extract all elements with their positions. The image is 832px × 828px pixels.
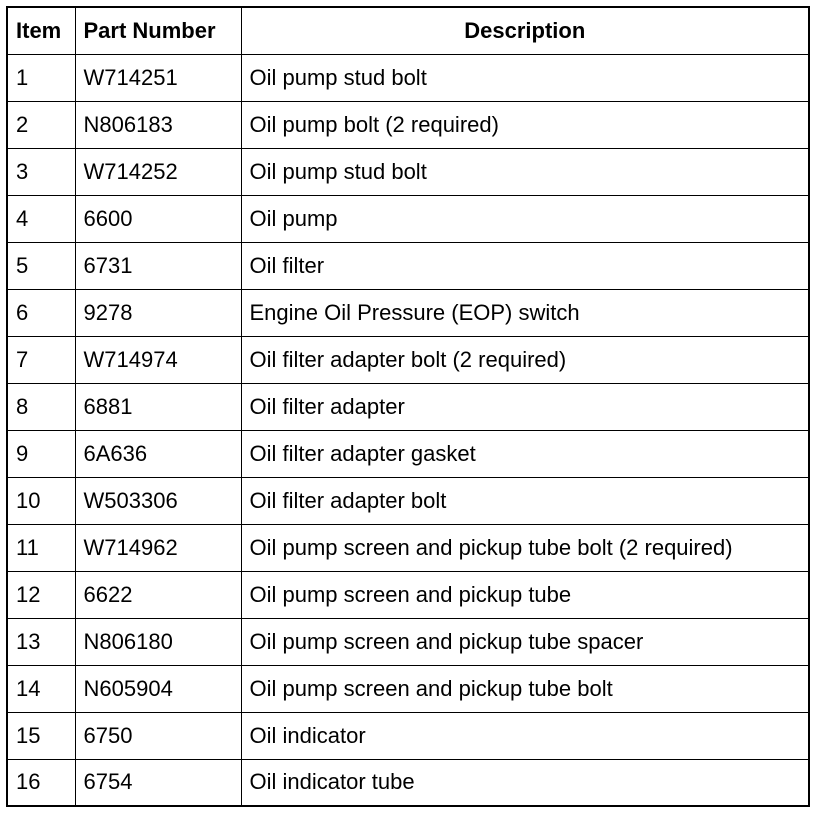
table-row: [7, 242, 809, 289]
table-row: [7, 430, 809, 477]
cell-description: Oil filter: [241, 242, 809, 289]
cell-description: Oil pump screen and pickup tube bolt: [241, 665, 809, 712]
table-row: [7, 571, 809, 618]
table-row: [7, 665, 809, 712]
table-row: [7, 195, 809, 242]
cell-part-number: 6622: [75, 571, 241, 618]
cell-part-number: 6731: [75, 242, 241, 289]
cell-description: Oil pump screen and pickup tube spacer: [241, 618, 809, 665]
cell-item: 8: [7, 383, 75, 430]
cell-item: 14: [7, 665, 75, 712]
cell-item: 7: [7, 336, 75, 383]
table-row: [7, 289, 809, 336]
cell-item: 9: [7, 430, 75, 477]
cell-item: 12: [7, 571, 75, 618]
table-row: [7, 336, 809, 383]
cell-description: Oil indicator tube: [241, 759, 809, 806]
table-row: [7, 148, 809, 195]
cell-item: 5: [7, 242, 75, 289]
cell-description: Oil filter adapter bolt (2 required): [241, 336, 809, 383]
cell-description: Oil pump: [241, 195, 809, 242]
table-row: [7, 712, 809, 759]
cell-item: 13: [7, 618, 75, 665]
cell-item: 6: [7, 289, 75, 336]
cell-part-number: 6754: [75, 759, 241, 806]
cell-item: 16: [7, 759, 75, 806]
table-row: [7, 524, 809, 571]
cell-description: Oil filter adapter: [241, 383, 809, 430]
cell-item: 10: [7, 477, 75, 524]
cell-description: Oil filter adapter gasket: [241, 430, 809, 477]
cell-item: 1: [7, 54, 75, 101]
cell-description: Oil pump bolt (2 required): [241, 101, 809, 148]
cell-description: Oil pump stud bolt: [241, 148, 809, 195]
cell-description: Oil filter adapter bolt: [241, 477, 809, 524]
cell-item: 2: [7, 101, 75, 148]
table-row: [7, 54, 809, 101]
cell-item: 15: [7, 712, 75, 759]
table-row: [7, 618, 809, 665]
cell-item: 3: [7, 148, 75, 195]
cell-part-number: W503306: [75, 477, 241, 524]
parts-table: [6, 6, 810, 807]
table-row: [7, 759, 809, 806]
cell-item: 11: [7, 524, 75, 571]
header-item: Item: [7, 7, 75, 54]
cell-part-number: N605904: [75, 665, 241, 712]
cell-part-number: 6881: [75, 383, 241, 430]
cell-description: Oil indicator: [241, 712, 809, 759]
cell-part-number: W714974: [75, 336, 241, 383]
table-row: [7, 383, 809, 430]
cell-part-number: N806180: [75, 618, 241, 665]
table-body: [7, 54, 809, 806]
cell-item: 4: [7, 195, 75, 242]
header-part-number: Part Number: [75, 7, 241, 54]
header-description: Description: [241, 7, 809, 54]
cell-description: Oil pump stud bolt: [241, 54, 809, 101]
cell-part-number: N806183: [75, 101, 241, 148]
table-header: [7, 7, 809, 54]
table-row: [7, 101, 809, 148]
cell-description: Oil pump screen and pickup tube bolt (2 required): [241, 524, 809, 571]
cell-part-number: 6600: [75, 195, 241, 242]
cell-part-number: 6750: [75, 712, 241, 759]
cell-part-number: 6A636: [75, 430, 241, 477]
cell-description: Engine Oil Pressure (EOP) switch: [241, 289, 809, 336]
header-row: [7, 7, 809, 54]
cell-part-number: W714962: [75, 524, 241, 571]
cell-part-number: W714251: [75, 54, 241, 101]
cell-part-number: 9278: [75, 289, 241, 336]
table-row: [7, 477, 809, 524]
cell-description: Oil pump screen and pickup tube: [241, 571, 809, 618]
cell-part-number: W714252: [75, 148, 241, 195]
